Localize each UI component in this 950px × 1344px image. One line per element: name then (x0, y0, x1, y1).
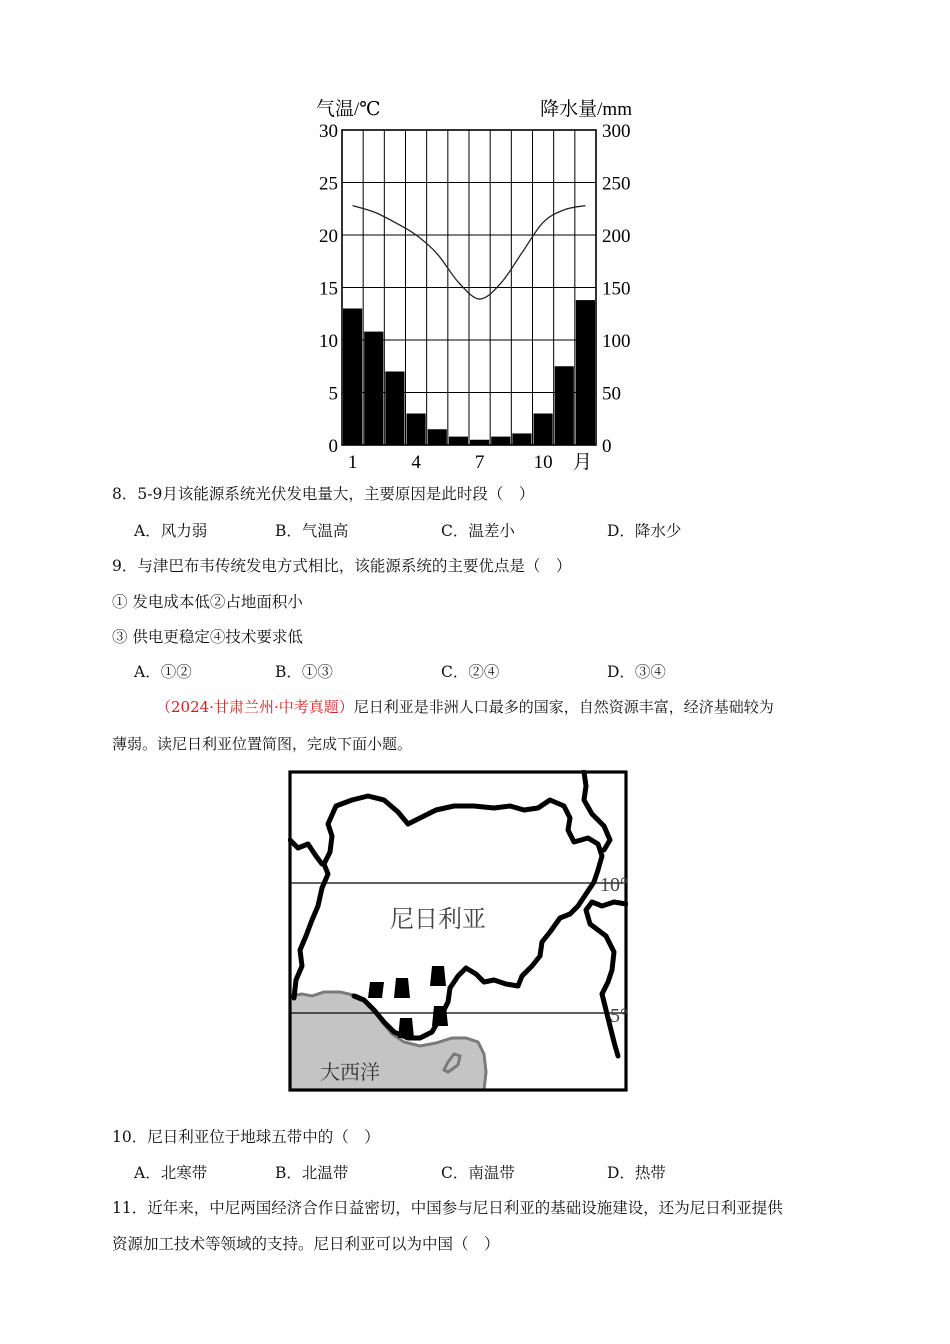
q9-option-d[interactable]: D．③④ (607, 663, 666, 681)
east-border-lower (586, 902, 626, 1056)
q8-stem: 8．5-9月该能源系统光伏发电量大，主要原因是此时段（ ） (112, 485, 535, 503)
q11-stem-line1: 11．近年来，中尼两国经济合作日益密切，中国参与尼日利亚的基础设施建设，还为尼日利亚提供 (112, 1199, 783, 1217)
marker (394, 978, 410, 998)
precip-tick-label: 200 (602, 226, 631, 247)
month-tick-label: 1 (347, 452, 358, 473)
precip-bar-month-9 (512, 433, 531, 445)
passage-line1 (156, 697, 774, 717)
precip-bar-month-3 (385, 372, 404, 446)
left-axis-label: 气温/℃ (316, 99, 381, 120)
month-tick-label: 7 (474, 452, 485, 473)
q8-option-b[interactable]: B．气温高 (275, 522, 349, 540)
ocean-label: 大西洋 (320, 1062, 380, 1084)
precip-tick-label: 150 (602, 278, 631, 300)
month-tick-label: 4 (411, 452, 421, 473)
right-axis-label: 降水量/mm (540, 99, 632, 120)
temp-tick-label: 0 (328, 436, 338, 457)
q8-option-c[interactable]: C．温差小 (441, 522, 515, 540)
temp-tick-label: 20 (319, 226, 338, 247)
precip-tick-label: 100 (602, 331, 631, 352)
q8-option-a[interactable]: A．风力弱 (134, 522, 208, 540)
precip-bar-month-10 (534, 414, 553, 446)
precip-bar-month-12 (576, 300, 595, 445)
q9-stem: 9．与津巴布韦传统发电方式相比，该能源系统的主要优点是（ ） (112, 557, 572, 575)
precip-tick-label: 0 (602, 436, 612, 457)
precip-bar-month-4 (407, 414, 426, 446)
month-unit-label: 月 (573, 452, 593, 473)
precip-bar-month-6 (449, 437, 468, 445)
lat-5-label: 5° (610, 1005, 628, 1027)
q9-option-b[interactable]: B．①③ (275, 663, 333, 681)
q9-option-c[interactable]: C．②④ (441, 663, 500, 681)
nigeria-map (288, 770, 628, 1092)
marker (430, 966, 446, 986)
west-border-fragment (290, 840, 322, 864)
q9-statement-line2: ③ 供电更稳定④技术要求低 (112, 628, 303, 646)
marker (398, 1018, 414, 1038)
precip-bar-month-2 (364, 332, 383, 445)
temp-tick-label: 15 (319, 278, 338, 300)
q10-option-d[interactable]: D．热带 (607, 1164, 666, 1182)
country-label: 尼日利亚 (390, 907, 486, 933)
temp-tick-label: 5 (328, 383, 338, 405)
precip-tick-label: 300 (602, 121, 631, 142)
marker (368, 982, 384, 998)
q8-option-d[interactable]: D．降水少 (607, 522, 682, 540)
climate-chart (300, 92, 650, 477)
q11-stem-line2: 资源加工技术等领域的支持。尼日利亚可以为中国（ ） (112, 1235, 500, 1253)
temp-tick-label: 10 (319, 331, 338, 352)
marker (432, 1006, 448, 1026)
q10-stem: 10．尼日利亚位于地球五带中的（ ） (112, 1128, 380, 1146)
temp-tick-label: 30 (319, 121, 338, 142)
precip-bar-month-8 (491, 437, 510, 445)
q10-option-a[interactable]: A．北寒带 (134, 1164, 208, 1182)
precip-tick-label: 50 (602, 383, 621, 405)
q9-statement-line1: ① 发电成本低②占地面积小 (112, 593, 303, 611)
source-tag: （2024·甘肃兰州·中考真题） (156, 698, 354, 716)
q9-option-a[interactable]: A．①② (134, 663, 192, 681)
q10-option-b[interactable]: B．北温带 (275, 1164, 349, 1182)
precip-tick-label: 250 (602, 173, 631, 195)
precip-bar-month-11 (555, 366, 574, 445)
lat-10-label: 10° (600, 874, 628, 896)
passage-text1: 尼日利亚是非洲人口最多的国家，自然资源丰富，经济基础较为 (353, 698, 774, 716)
temp-tick-label: 25 (319, 173, 338, 195)
precip-bar-month-5 (428, 429, 447, 445)
q10-option-c[interactable]: C．南温带 (441, 1164, 515, 1182)
precip-bar-month-1 (343, 309, 362, 446)
passage-line2: 薄弱。读尼日利亚位置简图，完成下面小题。 (112, 735, 413, 753)
month-tick-label: 10 (533, 452, 553, 473)
